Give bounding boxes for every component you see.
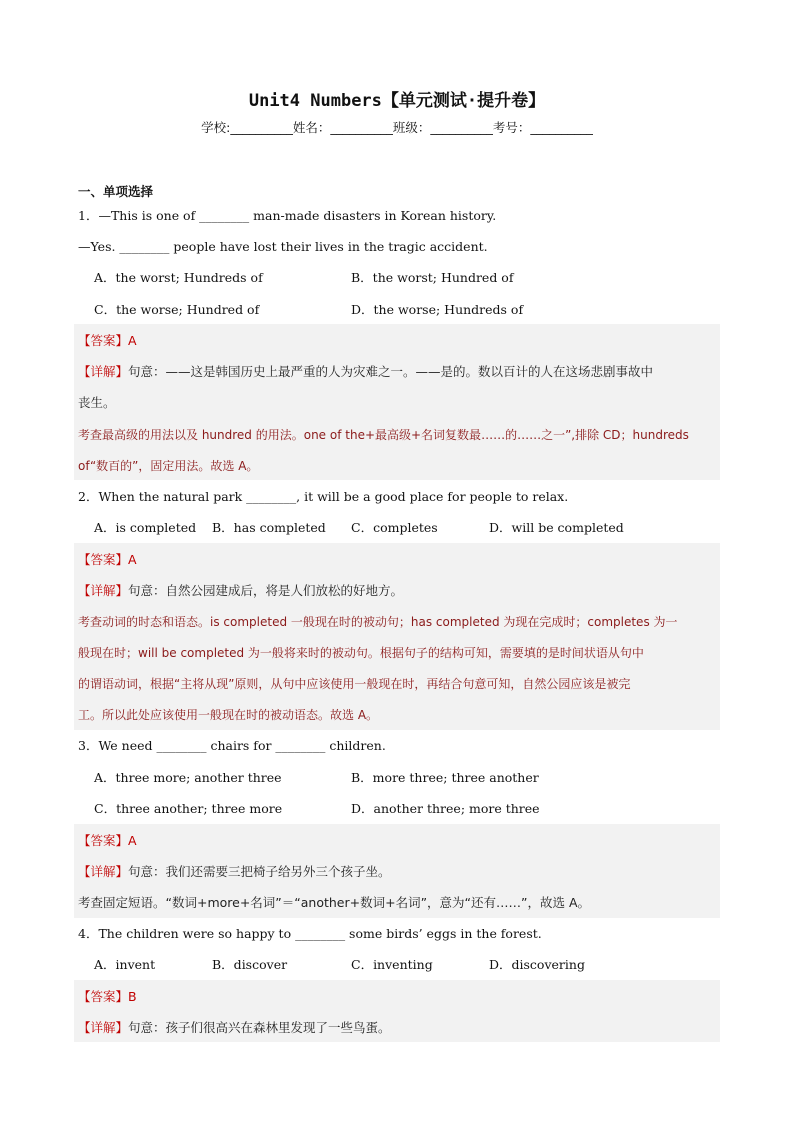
detail-text: 句意：——这是韩国历史上最严重的人为灾难之一。——是的。数以百计的人在这场悲剧事故中 [128, 364, 654, 379]
explanation-line-1: 考查动词的时态和语态。is completed 一般现在时的被动句；has completed 为现在完成时；completes 为一 [78, 615, 678, 629]
section-title: 一、单项选择 [78, 184, 154, 199]
answer-label: 【答案】 [78, 333, 129, 348]
question-3-option-a: A．three more; another three [94, 770, 282, 785]
explanation-line-2: of“数百的”，固定用法。故选 A。 [78, 459, 259, 473]
answer-line [78, 989, 137, 1005]
student-info-line: 学校:__________姓名：__________班级：__________考号：__________ [201, 120, 593, 135]
question-1-option-c: C．the worse; Hundred of [94, 302, 260, 317]
detail-label: 【详解】 [78, 364, 129, 379]
detail-label: 【详解】 [78, 1020, 129, 1035]
detail-line-1 [78, 864, 391, 880]
detail-line-1 [78, 583, 403, 599]
detail-text: 句意：我们还需要三把椅子给另外三个孩子坐。 [128, 864, 391, 879]
answer-label: 【答案】 [78, 833, 129, 848]
explanation-line-3: 的谓语动词，根据“主将从现”原则，从句中应该使用一般现在时，再结合句意可知，自然公园应该是被完 [78, 677, 631, 691]
detail-label: 【详解】 [78, 583, 129, 598]
detail-line-1 [78, 1020, 391, 1036]
detail-text: 句意：自然公园建成后，将是人们放松的好地方。 [128, 583, 404, 598]
explanation-line-1: 考查固定短语。“数词+more+名词”＝“another+数词+名词”，意为“还有……”，故选 A。 [78, 895, 591, 910]
detail-line-2: 丧生。 [78, 395, 116, 410]
question-2-option-b: B．has completed [212, 520, 326, 535]
question-2-answer-block [74, 543, 720, 730]
answer-line [78, 333, 137, 349]
question-3-option-c: C．three another; three more [94, 801, 283, 816]
question-2-option-d: D．will be completed [489, 520, 624, 535]
answer-line [78, 833, 137, 849]
question-4-stem: 4．The children were so happy to ________ some birds’ eggs in the forest. [78, 926, 542, 941]
answer-label: 【答案】 [78, 989, 129, 1004]
page-title: Unit4 Numbers【单元测试·提升卷】 [248, 91, 546, 111]
answer-line [78, 552, 137, 568]
question-3-option-b: B．more three; three another [351, 770, 539, 785]
question-3-option-d: D．another three; more three [351, 801, 540, 816]
question-4-option-b: B．discover [212, 957, 288, 972]
question-2-option-c: C．completes [351, 520, 438, 535]
question-4-option-c: C．inventing [351, 957, 433, 972]
question-3-stem: 3．We need ________ chairs for ________ children. [78, 738, 386, 753]
explanation-line-2: 般现在时；will be completed 为一般将来时的被动句。根据句子的结构可知，需要填的是时间状语从句中 [78, 646, 644, 660]
question-4-answer-block [74, 980, 720, 1042]
detail-text: 句意：孩子们很高兴在森林里发现了一些鸟蛋。 [128, 1020, 391, 1035]
question-3-answer-block [74, 824, 720, 918]
explanation-line-4: 工。所以此处应该使用一般现在时的被动语态。故选 A。 [78, 708, 379, 722]
question-4-option-a: A．invent [94, 957, 156, 972]
answer-label: 【答案】 [78, 552, 129, 567]
answer-value: B [128, 989, 137, 1004]
answer-value: A [128, 333, 137, 348]
question-2-stem: 2．When the natural park ________, it will be a good place for people to relax. [78, 489, 569, 504]
question-4-option-d: D．discovering [489, 957, 585, 972]
question-1-option-d: D．the worse; Hundreds of [351, 302, 524, 317]
question-1-stem-line-1: 1．—This is one of ________ man-made disasters in Korean history. [78, 208, 497, 223]
detail-label: 【详解】 [78, 864, 129, 879]
question-2-option-a: A．is completed [94, 520, 197, 535]
answer-value: A [128, 552, 137, 567]
detail-line-1 [78, 364, 653, 380]
question-1-stem-line-2: —Yes. ________ people have lost their lives in the tragic accident. [78, 239, 488, 254]
question-1-option-b: B．the worst; Hundred of [351, 270, 514, 285]
question-1-answer-block [74, 324, 720, 480]
question-1-option-a: A．the worst; Hundreds of [94, 270, 263, 285]
answer-value: A [128, 833, 137, 848]
explanation-line-1: 考查最高级的用法以及 hundred 的用法。one of the+最高级+名词复数最……的……之一”,排除 CD；hundreds [78, 428, 689, 442]
